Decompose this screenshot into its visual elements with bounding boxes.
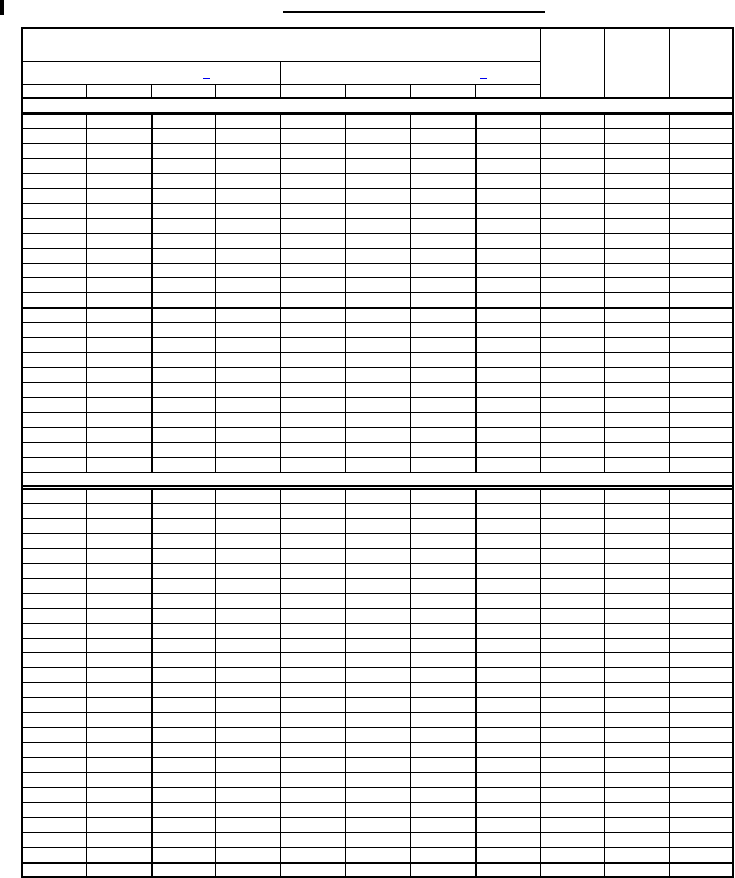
table-row-line: [21, 862, 734, 864]
column-line: [345, 113, 346, 472]
subheader-col-divider: [475, 84, 476, 97]
table-row-line: [21, 802, 734, 803]
table-row-line: [21, 772, 734, 773]
table-row-line: [21, 277, 734, 278]
table-row-line: [21, 518, 734, 519]
title-underline: [283, 11, 545, 13]
column-line: [475, 488, 477, 878]
table-row-line: [21, 457, 734, 458]
table-row-line: [21, 233, 734, 234]
table-row-line: [21, 292, 734, 293]
table-row-line: [21, 503, 734, 504]
table-row-line: [21, 608, 734, 609]
table-row-line: [21, 832, 734, 833]
table-row-line: [21, 412, 734, 413]
table-row-line: [21, 442, 734, 443]
subheader-col-divider: [215, 84, 216, 97]
header-col-divider: [540, 27, 541, 97]
column-line: [86, 113, 87, 472]
table-row-line: [21, 263, 734, 264]
column-line: [410, 113, 411, 472]
table-row-line: [21, 188, 734, 189]
table-row-line: [21, 682, 734, 683]
table-row-line: [21, 563, 734, 564]
header-link-2[interactable]: [480, 78, 487, 79]
column-line: [215, 113, 216, 472]
table-row-line: [21, 472, 734, 473]
column-line: [669, 113, 670, 472]
column-line: [410, 488, 411, 878]
header-link-1[interactable]: [203, 78, 210, 79]
column-line: [540, 488, 541, 878]
column-line: [475, 113, 477, 472]
column-line: [604, 488, 605, 878]
table-row-line: [21, 143, 734, 144]
corner-mark: [0, 0, 4, 15]
column-line: [669, 488, 670, 878]
header-group-divider: [280, 61, 281, 97]
table-row-line: [21, 533, 734, 534]
table-row-line: [21, 548, 734, 549]
table-row-line: [21, 248, 734, 249]
table-row-line: [21, 128, 734, 129]
table-row-line: [21, 667, 734, 668]
table-row-line: [21, 322, 734, 323]
table-row-line: [21, 757, 734, 758]
table-row-line: [21, 697, 734, 698]
table-row-line: [21, 787, 734, 788]
column-line: [604, 113, 605, 472]
header-col-divider: [604, 27, 605, 97]
table-row-line: [21, 203, 734, 204]
table-row-line: [21, 623, 734, 624]
column-line: [280, 113, 281, 472]
table-row-line: [21, 712, 734, 713]
table-row-line: [21, 427, 734, 428]
table-row-line: [21, 337, 734, 338]
table-row-line: [21, 397, 734, 398]
column-line: [151, 488, 153, 878]
table-row-line: [21, 847, 734, 848]
table-row-line: [21, 593, 734, 594]
subheader-col-divider: [410, 84, 411, 97]
column-line: [86, 488, 87, 878]
column-line: [151, 113, 153, 472]
table-row-line: [21, 367, 734, 368]
table-row-line: [21, 158, 734, 159]
table-row-line: [21, 173, 734, 174]
header-col-divider: [669, 27, 670, 97]
table-row-line: [21, 817, 734, 818]
table-row-line: [21, 578, 734, 579]
subheader-col-divider: [86, 84, 87, 97]
column-line: [345, 488, 346, 878]
left-border: [21, 27, 23, 878]
table-row-line: [21, 307, 734, 309]
column-line: [280, 488, 281, 878]
table-row-line: [21, 113, 734, 115]
column-line: [215, 488, 216, 878]
table-row-line: [21, 652, 734, 653]
section-divider: [21, 485, 734, 487]
header-top-border: [21, 27, 734, 29]
table-row-line: [21, 488, 734, 490]
right-border: [732, 27, 734, 878]
subheader-col-divider: [151, 84, 152, 97]
table-row-line: [21, 727, 734, 728]
table-row-line: [21, 218, 734, 219]
subheader-col-divider: [345, 84, 346, 97]
table-row-line: [21, 638, 734, 639]
table-row-line: [21, 742, 734, 743]
table-row-line: [21, 382, 734, 383]
table-row-line: [21, 352, 734, 353]
column-line: [540, 113, 541, 472]
header-bottom-border: [21, 97, 734, 99]
